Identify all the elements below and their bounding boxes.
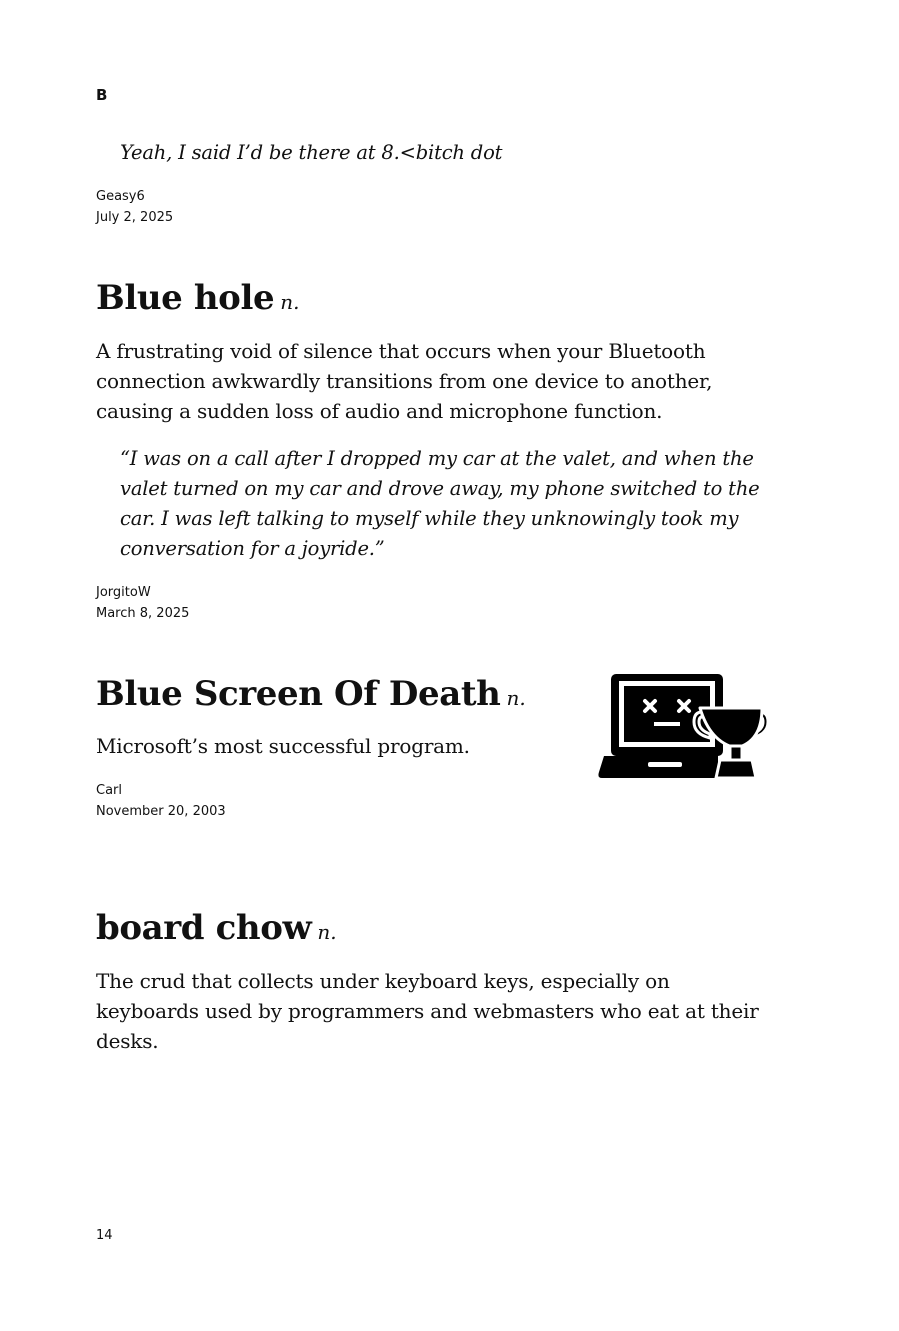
- entry-date: November 20, 2003: [96, 804, 226, 819]
- author-name: Geasy6: [96, 189, 145, 204]
- page-number: 14: [96, 1228, 113, 1243]
- broken-laptop-trophy-icon: [596, 672, 768, 780]
- headword: [96, 674, 526, 714]
- part-of-speech: n.: [317, 920, 337, 944]
- definition: The crud that collects under keyboard keys, especially on keyboards used by programmers and webmasters who eat at their desks.: [96, 969, 759, 1053]
- example-quote: Yeah, I said I’d be there at 8.<bitch dot: [120, 141, 503, 164]
- example-quote: “I was on a call after I dropped my car at the valet, and when the valet turned on my car and drove away, my phone switched to the car. I was left talking to myself while they unknowingly took my conversation for a joyride.”: [120, 447, 760, 560]
- headword-text: Blue Screen Of Death: [96, 674, 501, 714]
- entry-date: July 2, 2025: [96, 210, 174, 225]
- section-letter: B: [96, 86, 108, 104]
- entry-meta: [96, 186, 173, 228]
- entry-meta: [96, 582, 189, 624]
- part-of-speech: n.: [506, 686, 526, 710]
- headword-text: Blue hole: [96, 278, 275, 318]
- part-of-speech: n.: [280, 290, 300, 314]
- entry-meta: [96, 780, 226, 822]
- author-name: JorgitoW: [96, 585, 151, 600]
- headword-text: board chow: [96, 908, 312, 948]
- entry-date: March 8, 2025: [96, 606, 190, 621]
- author-name: Carl: [96, 783, 122, 798]
- headword: [96, 908, 337, 948]
- definition: Microsoft’s most successful program.: [96, 734, 470, 758]
- headword: [96, 278, 299, 318]
- definition: A frustrating void of silence that occurs when your Bluetooth connection awkwardly transitions from one device to another, causing a sudden loss of audio and microphone function.: [96, 339, 713, 423]
